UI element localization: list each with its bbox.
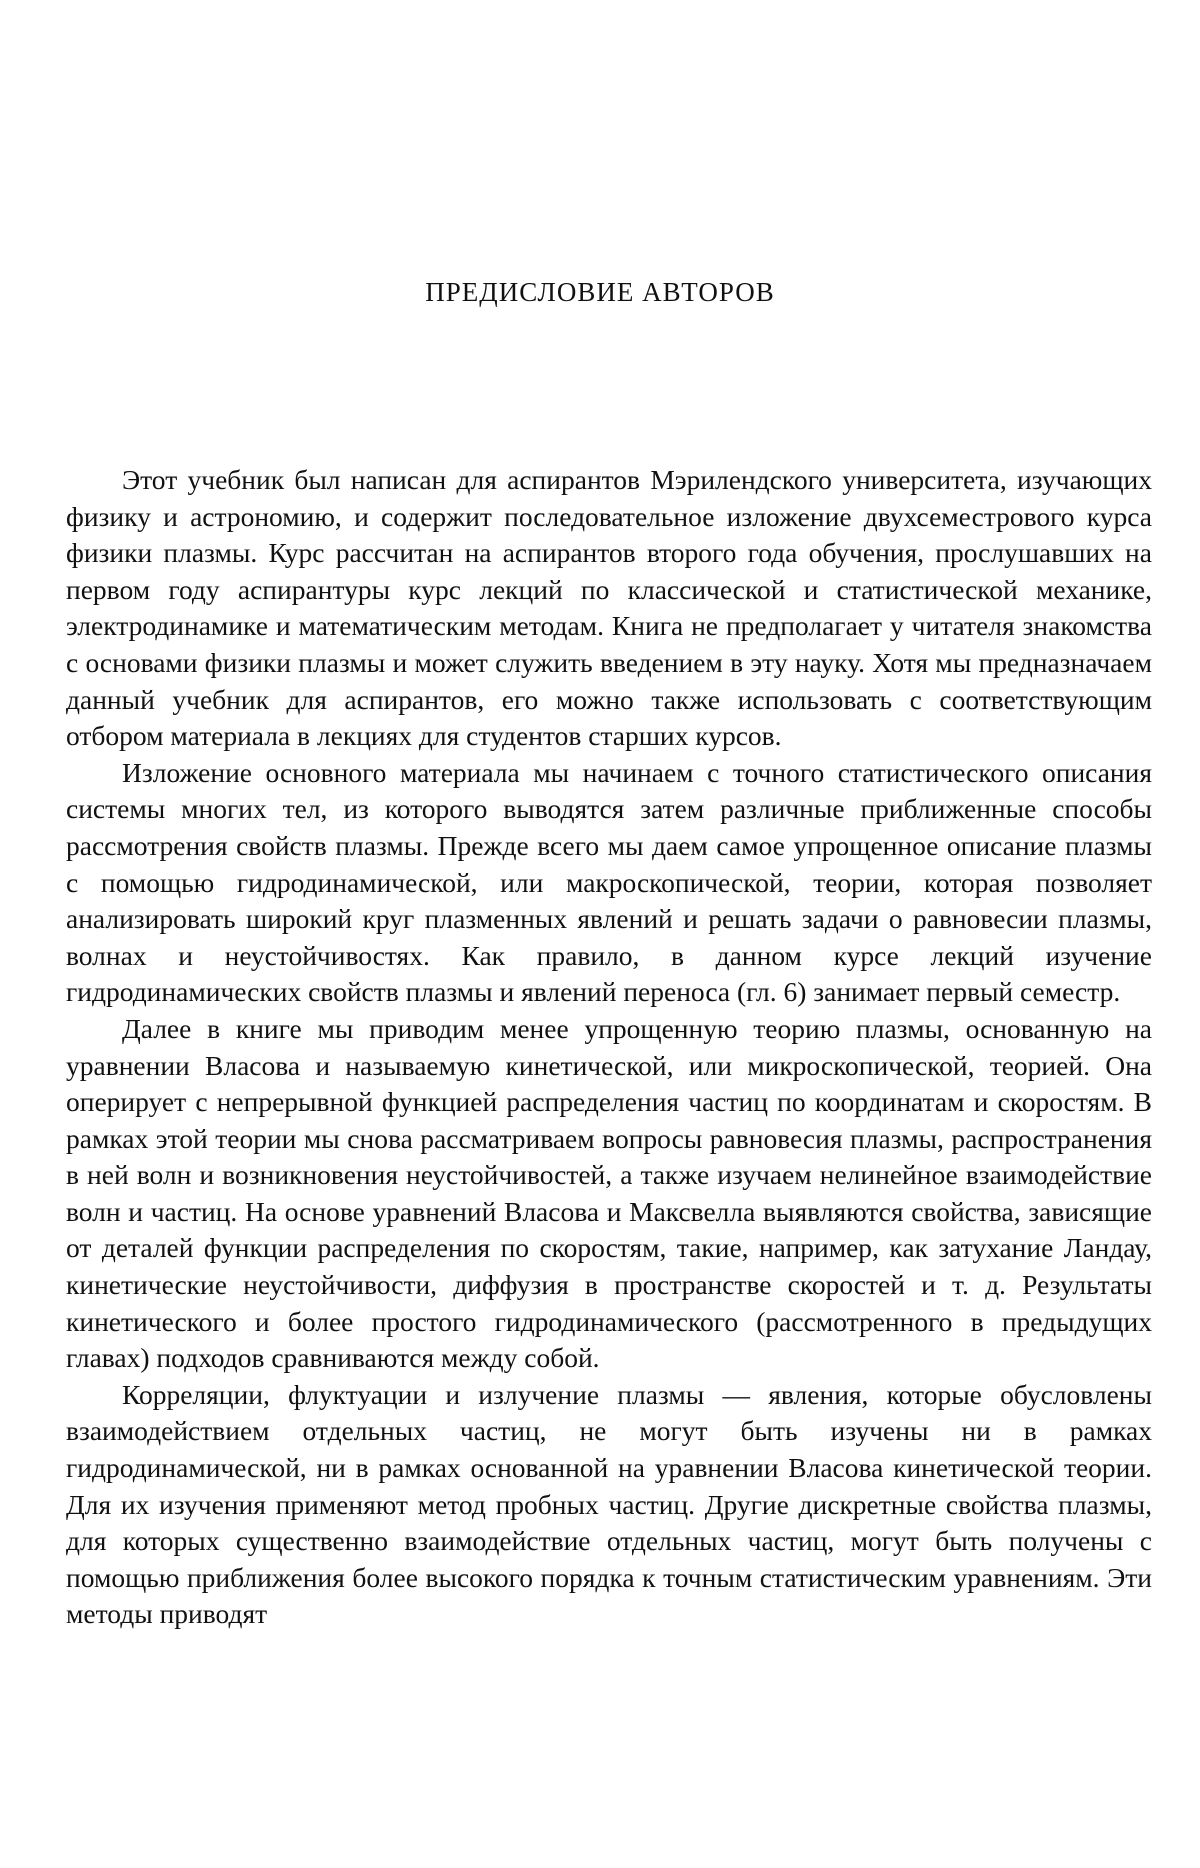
paragraph-4: Корреляции, флуктуации и излучение плазмы — явления, которые обусловлены взаимодействием отдельных частиц, не могут быть изучены ни в рамках гидродинамической, ни в рамках основанной на уравнении Власова кинетической теории. Для их изучения применяют метод пробных частиц. Другие дискретные свойства плазмы, для которых существенно взаимодействие отдельных частиц, могут быть получены с помощью приближения более высокого порядка к точным статистическим уравнениям. Эти методы приводят xyxy=(66,1378,1152,1630)
paragraph-2: Изложение основного материала мы начинаем с точного статистического описания системы многих тел, из которого выводятся затем различные приближенные способы рассмотрения свойств плазмы. Прежде всего мы даем самое упрощенное описание плазмы с помощью гидродинамической, или макроскопической, теории, которая позволяет анализировать широкий круг плазменных явлений и решать задачи о равновесии плазмы, волнах и неустойчивостях. Как правило, в данном курсе лекций изучение гидродинамических свойств плазмы и явлений переноса (гл. 6) занимает первый семестр. xyxy=(66,756,1152,1008)
paragraph-1: Этот учебник был написан для аспирантов Мэрилендского университета, изучающих физику и астрономию, и содержит последовательное изложение двухсеместрового курса физики плазмы. Курс рассчитан на аспирантов второго года обучения, прослушавших на первом году аспирантуры курс лекций по классической и статистической механике, электродинамике и математическим методам. Книга не предполагает у читателя знакомства с основами физики плазмы и может служить введением в эту науку. Хотя мы предназначаем данный учебник для аспирантов, его можно также использовать с соответствующим отбором материала в лекциях для студентов старших курсов. xyxy=(66,464,1152,752)
preface-text xyxy=(66,462,1152,1633)
page-title: ПРЕДИСЛОВИЕ АВТОРОВ xyxy=(425,277,775,307)
paragraph-3: Далее в книге мы приводим менее упрощенную теорию плазмы, основанную на уравнении Власова и называемую кинетической, или микроскопической, теорией. Она оперирует с непрерывной функцией распределения частиц по координатам и скоростям. В рамках этой теории мы снова рассматриваем вопросы равновесия плазмы, распространения в ней волн и возникновения неустойчивостей, а также изучаем нелинейное взаимодействие волн и частиц. На основе уравнений Власова и Максвелла выявляются свойства, зависящие от деталей функции распределения по скоростям, такие, например, как затухание Ландау, кинетические неустойчивости, диффузия в пространстве скоростей и т. д. Результаты кинетического и более простого гидродинамического (рассмотренного в предыдущих главах) подходов сравниваются между собой. xyxy=(66,1012,1152,1374)
